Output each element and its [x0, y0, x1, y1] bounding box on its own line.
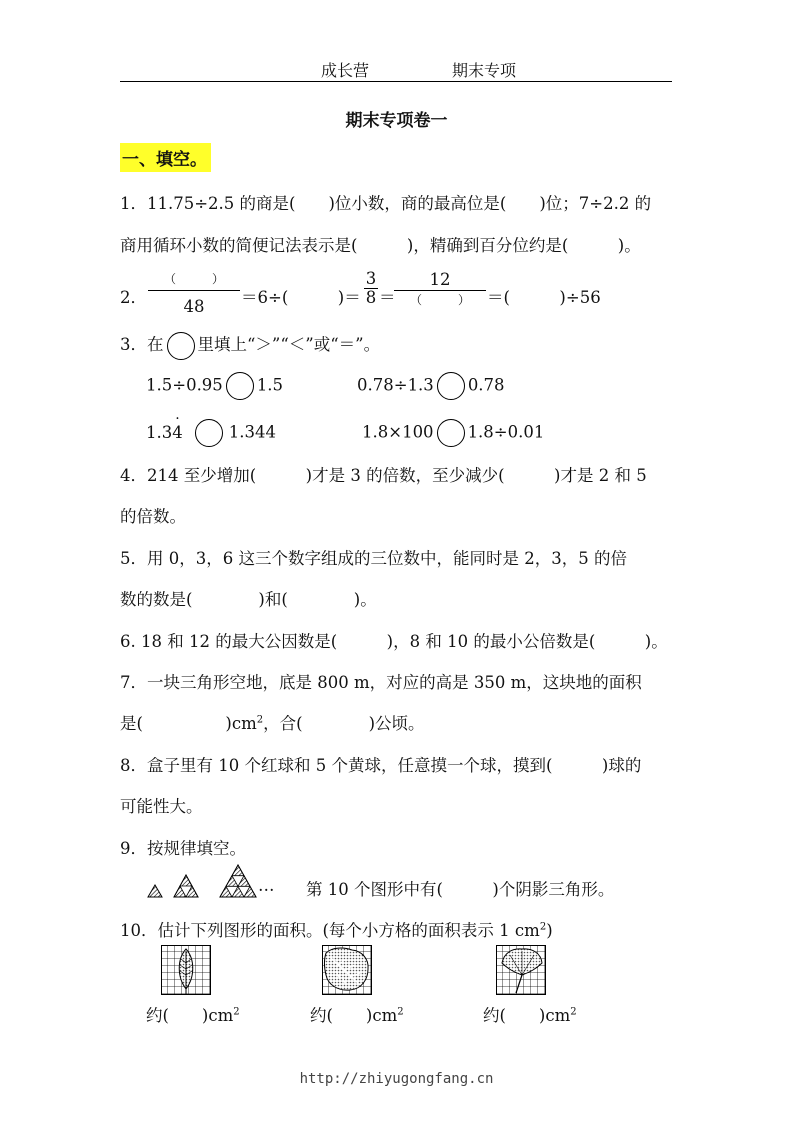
- q2-equals: ＝: [379, 288, 396, 307]
- q7-line1: 7．一块三角形空地，底是 800 m，对应的高是 350 m，这块地的面积: [120, 673, 642, 692]
- q2-f1-denominator: 48: [148, 290, 240, 316]
- q2-fraction-1: [148, 272, 240, 316]
- q9-ellipsis: …: [258, 876, 275, 895]
- q8-line1: 8．盒子里有 10 个红球和 5 个黄球，任意摸一个球，摸到( )球的: [120, 756, 642, 775]
- q3-item-b: [357, 372, 505, 400]
- q2-f2-numerator: 3: [365, 269, 377, 288]
- q3-instruction: [120, 331, 380, 360]
- q3-c-left: 1.34: [146, 422, 183, 442]
- header-right: 期末专项: [452, 61, 517, 80]
- triangle-figure-3: [220, 865, 256, 897]
- q10-line1b: ): [546, 921, 553, 940]
- triangle-figure-2: [174, 875, 198, 897]
- q4-line2: 的倍数。: [120, 507, 186, 526]
- q3-a-circle[interactable]: [226, 372, 254, 400]
- q10-line1a: 10．估计下列图形的面积。(每个小方格的面积表示 1 cm: [120, 921, 540, 940]
- q10-ans-2-text: 约( )cm: [310, 1006, 398, 1025]
- q10-ans-2-sup: 2: [397, 1006, 404, 1018]
- compare-circle-icon: [167, 332, 195, 360]
- q3-intro-a: 3．在: [120, 335, 164, 354]
- q2-f3-numerator: 12: [429, 270, 451, 289]
- header-rule: [120, 81, 672, 82]
- q2-middle: ＝6÷( )＝: [241, 288, 361, 307]
- q5-line2: 数的数是( )和( )。: [120, 590, 377, 609]
- recurring-dot: ·: [175, 410, 180, 427]
- q3-item-c: [146, 410, 276, 447]
- q3-d-right: 1.8÷0.01: [467, 422, 545, 442]
- q2-fraction-2: [364, 270, 378, 307]
- big-leaf-grid-figure: [322, 945, 374, 997]
- q3-d-circle[interactable]: [437, 419, 465, 447]
- q3-c-right: 1.344: [228, 422, 276, 442]
- ginkgo-leaf-grid-figure: [496, 945, 548, 997]
- leaf-grid-figure: [161, 945, 213, 997]
- q3-item-d: [362, 419, 544, 447]
- q2-number: 2．: [120, 288, 147, 307]
- q7-superscript: 2: [256, 714, 264, 726]
- q3-b-left: 0.78÷1.3: [357, 375, 434, 395]
- footer-url[interactable]: http://zhiyugongfang.cn: [299, 1071, 494, 1087]
- q2-fraction-3: [394, 270, 486, 309]
- q2-f1-numerator: （ ）: [163, 272, 224, 286]
- q3-b-circle[interactable]: [437, 372, 465, 400]
- q10-ans-1-text: 约( )cm: [146, 1006, 234, 1025]
- q7-line2b: ，合( )公顷。: [263, 714, 425, 733]
- q2-tail: ＝( )÷56: [487, 288, 601, 307]
- q3-c-circle[interactable]: [195, 419, 223, 447]
- q10-answer-2: [310, 1002, 404, 1026]
- q9-line2: 第 10 个图形中有( )个阴影三角形。: [306, 880, 615, 899]
- q9-line1: 9．按规律填空。: [120, 839, 246, 858]
- q7-line2a: 是( )cm: [120, 714, 257, 733]
- q10-ans-1-sup: 2: [233, 1006, 240, 1018]
- triangle-figure-1: [148, 885, 162, 897]
- q10-ans-3-text: 约( )cm: [483, 1006, 571, 1025]
- q3-item-a: [146, 372, 283, 400]
- q8-line2: 可能性大。: [120, 797, 203, 816]
- section-heading: 一、填空。: [120, 143, 211, 172]
- q3-intro-b: 里填上“＞”“＜”或“＝”。: [197, 335, 381, 354]
- header-left: 成长营: [321, 61, 370, 80]
- q2-f3-denominator: （ ）: [394, 290, 486, 309]
- q3-b-right: 0.78: [467, 375, 505, 395]
- q10-superscript: 2: [539, 921, 547, 933]
- q1-line2: 商用循环小数的简便记法表示是( )，精确到百分位约是( )。: [120, 236, 641, 255]
- q7-line2: [120, 710, 425, 734]
- q1-line1: 1．11.75÷2.5 的商是( )位小数，商的最高位是( )位；7÷2.2 的: [120, 194, 652, 213]
- q10-answer-1: [146, 1002, 240, 1026]
- triangle-pattern-figure: [146, 862, 262, 902]
- page-title: 期末专项卷一: [345, 111, 448, 131]
- q4-line1: 4．214 至少增加( )才是 3 的倍数，至少减少( )才是 2 和 5: [120, 466, 647, 485]
- q10-answer-3: [483, 1002, 577, 1026]
- q10-line1: [120, 917, 553, 941]
- q5-line1: 5．用 0，3，6 这三个数字组成的三位数中，能同时是 2，3，5 的倍: [120, 549, 627, 568]
- q2-f2-denominator: 8: [365, 288, 377, 307]
- q3-c-left-wrap: [146, 410, 183, 442]
- q3-d-left: 1.8×100: [362, 422, 434, 442]
- q3-a-left: 1.5÷0.95: [146, 375, 223, 395]
- q3-a-right: 1.5: [256, 375, 284, 395]
- q6-line1: 6. 18 和 12 的最大公因数是( )，8 和 10 的最小公倍数是( )。: [120, 632, 668, 651]
- q10-ans-3-sup: 2: [570, 1006, 577, 1018]
